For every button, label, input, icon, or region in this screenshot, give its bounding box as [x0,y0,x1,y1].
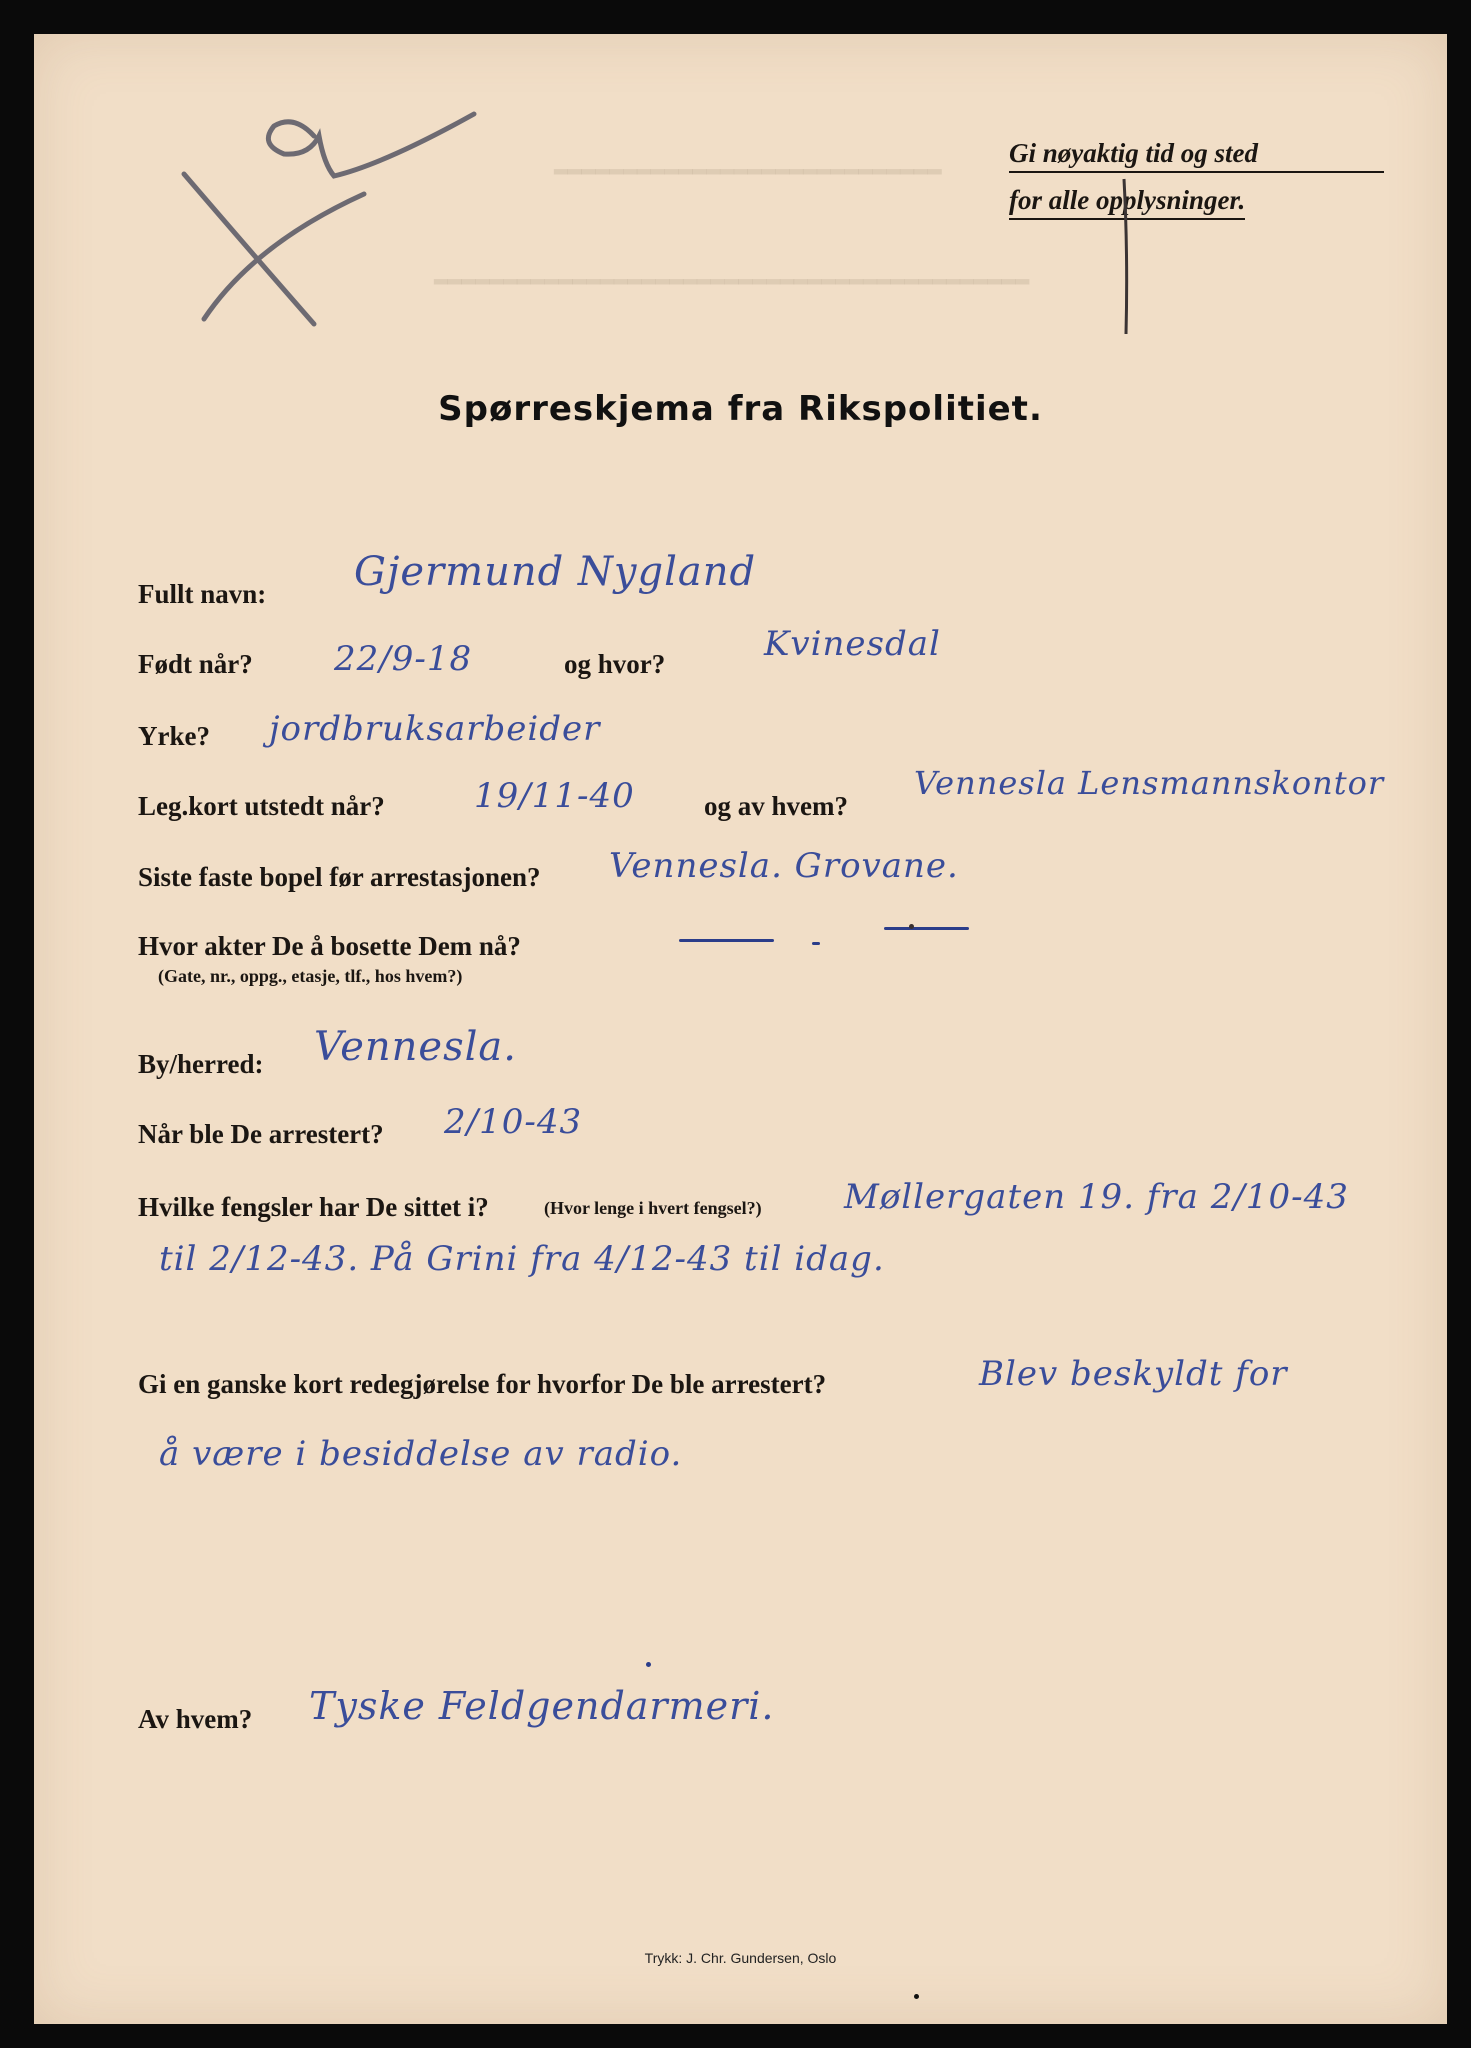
value-reason-line-2: å være i besiddelse av radio. [159,1434,683,1474]
label-id-issued-by: og av hvem? [704,791,848,821]
form-sheet [34,34,1447,2024]
value-born-where: Kvinesdal [764,624,941,664]
label-prisons: Hvilke fengsler har De sittet i? [138,1192,489,1222]
notice-box [1009,134,1384,220]
value-reason-line-1: Blev beskyldt for [979,1354,1288,1394]
ink-dot [909,924,914,929]
show-through-text: ▂▂▂▂▂▂▂▂▂▂▂▂▂▂▂▂▂▂▂▂▂▂▂▂▂▂▂▂▂▂▂▂▂▂▂▂▂▂▂▂▂▂▂ [434,264,1030,284]
value-prisons-line-2: til 2/12-43. På Grini fra 4/12-43 til idag. [159,1239,885,1279]
pencil-stroke [1114,174,1144,344]
blank-dot [812,942,820,945]
ink-dot [646,1662,651,1667]
blank-dash [884,927,969,930]
value-last-residence: Vennesla. Grovane. [609,846,959,886]
label-id-issued-when: Leg.kort utstedt når? [138,791,385,821]
label-born-where: og hvor? [564,649,666,679]
form-title: Spørreskjema fra Rikspolitiet. [438,389,1043,429]
value-arrested-by: Tyske Feldgendarmeri. [309,1684,775,1728]
label-reason: Gi en ganske kort redegjørelse for hvorfor De ble arrestert? [138,1369,827,1399]
value-arrested-when: 2/10-43 [444,1102,583,1142]
value-municipality: Vennesla. [314,1024,517,1070]
label-occupation: Yrke? [138,721,210,751]
value-prisons-line-1: Møllergaten 19. fra 2/10-43 [844,1177,1349,1217]
show-through-text: ▂▂▂▂▂▂▂▂▂▂▂▂▂▂▂▂▂▂▂▂▂▂▂▂▂▂▂▂ [554,154,942,174]
notice-line-2: for alle opplysninger. [1009,181,1245,220]
label-full-name: Fullt navn: [138,579,267,609]
sublabel-settle-where: (Gate, nr., oppg., etasje, tlf., hos hvem?) [158,966,463,986]
value-full-name: Gjermund Nygland [354,549,757,595]
label-settle-where: Hvor akter De å bosette Dem nå? [138,931,521,961]
label-last-residence: Siste faste bopel før arrestasjonen? [138,862,541,892]
handwritten-x-mark [144,104,564,344]
printer-imprint: Trykk: J. Chr. Gundersen, Oslo [644,1950,837,1966]
value-occupation: jordbruksarbeider [269,709,601,749]
label-born-when: Født når? [138,649,253,679]
notice-line-1: Gi nøyaktig tid og sted [1009,134,1384,173]
label-municipality: By/herred: [138,1049,264,1079]
value-id-issued-when: 19/11-40 [474,776,635,816]
label-arrested-when: Når ble De arrestert? [138,1119,384,1149]
value-born-when: 22/9-18 [334,639,473,679]
sublabel-prisons: (Hvor lenge i hvert fengsel?) [544,1198,762,1218]
blank-dash [679,939,774,942]
value-id-issued-by: Vennesla Lensmannskontor [914,764,1385,802]
ink-dot [914,1994,919,1999]
label-arrested-by: Av hvem? [138,1704,253,1734]
